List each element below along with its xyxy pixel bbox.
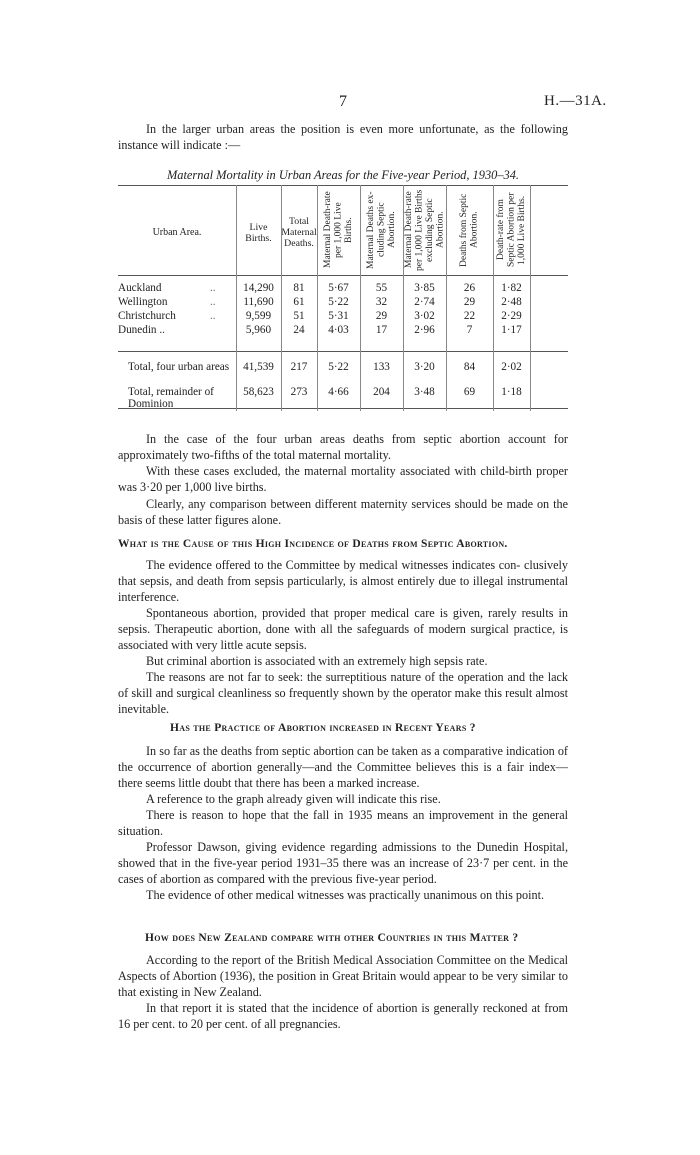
section3-paragraph-2: A reference to the graph already given will indicate this rise. [146,792,441,806]
total-cell-total: 273 [290,386,308,398]
section2-paragraph-2: Spontaneous abortion, provided that proper medical care is given, rarely results in sepsis. Therapeutic abortion, done with all the safeguards of modern surgical practice, is associated with very little acute sepsis. [118,606,568,653]
table-row [118,324,568,337]
section3-paragraph-1: In so far as the deaths from septic abortion can be taken as a comparative indication of the occurrence of abortion generally—and the Committee believes this is a fair index—there seems little doubt that there has been a marked increase. [118,744,568,791]
header-urban-area: Urban Area. [152,227,202,238]
section3-paragraph-4: Professor Dawson, giving evidence regarding admissions to the Dunedin Hospital, showed that in the five-year period 1931–35 there was an increase of 23·7 per cent. in the cases of abortion as compared with the previous five-year period. [118,840,568,887]
section3-heading: Has the Practice of Abortion increased in Recent Years ? [170,722,476,734]
header-septic-deaths: Deaths from Septic Abortion. [459,193,480,267]
cell-live: 14,290 [243,282,274,294]
cell-total: 51 [293,310,305,322]
cell-rate-excl: 2·74 [414,296,435,308]
total-cell-rate: 4·66 [328,386,349,398]
total-cell-septic: 69 [463,386,476,398]
cell-excl: 29 [375,310,388,322]
header-total-maternal-deaths: Total Maternal Deaths. [281,216,317,249]
cell-live: 9,599 [245,310,272,322]
cell-septic-rate: 1·82 [501,282,522,294]
header-rate-excluding-septic: Maternal Death-rate per 1,000 Live Births excluding Septic Abortion. [403,189,445,271]
total-cell-rate: 5·22 [328,361,349,373]
section2-paragraph-3: But criminal abortion is associated with an extremely high sepsis rate. [146,654,488,668]
table-caption: Maternal Mortality in Urban Areas for the Five-year Period, 1930–34. [166,168,520,182]
cell-rate: 4·03 [328,324,349,336]
cell-rate-excl: 3·85 [414,282,435,294]
cell-excl: 55 [375,282,388,294]
header-deaths-excluding-septic: Maternal Deaths ex- cluding Septic Abortion. [365,191,397,269]
maternal-mortality-table [118,185,568,411]
cell-septic-rate: 2·29 [501,310,522,322]
total-row-label: Total, remainder of Dominion [128,386,214,410]
total-cell-live: 41,539 [243,361,274,373]
cell-septic-rate: 1·17 [501,324,522,336]
total-cell-septic-rate: 2·02 [501,361,522,373]
table-row [118,296,568,309]
table-row [118,282,568,295]
cell-rate: 5·22 [328,296,349,308]
cell-septic-rate: 2·48 [501,296,522,308]
section1-paragraph-1: In the case of the four urban areas deaths from septic abortion account for approximately two-fifths of the total maternal mortality. [118,432,568,463]
section3-paragraph-5: The evidence of other medical witnesses was practically unanimous on this point. [146,888,545,902]
total-cell-rate-excl: 3·48 [414,386,435,398]
row-area-name: Wellington [118,296,168,308]
cell-rate: 5·31 [328,310,349,322]
header-live-births: Live Births. [245,222,272,244]
cell-septic: 29 [463,296,476,308]
total-cell-total: 217 [290,361,308,373]
section4-paragraph-2: In that report it is stated that the incidence of abortion is generally reckoned at from 16 per cent. to 20 per cent. of all pregnancies. [118,1001,568,1032]
cell-septic: 22 [463,310,476,322]
cell-septic: 26 [463,282,476,294]
row-leader-dots: .. [210,282,216,294]
section4-paragraph-1: According to the report of the British Medical Association Committee on the Medical Aspects of Abortion (1936), the position in Great Britain would appear to be very similar to that existing in New Zealand. [118,953,568,1000]
section3-paragraph-3: There is reason to hope that the fall in 1935 means an improvement in the general situation. [118,808,568,839]
cell-live: 5,960 [245,324,272,336]
cell-rate-excl: 2·96 [414,324,435,336]
section2-heading: What is the Cause of this High Incidence of Deaths from Septic Abortion. [118,538,508,550]
header-death-rate: Maternal Death-rate per 1,000 Live Births. [322,191,354,269]
total-cell-rate-excl: 3·20 [414,361,435,373]
row-leader-dots: .. [210,310,216,322]
cell-total: 24 [293,324,305,336]
row-leader-dots: .. [210,296,216,308]
intro-paragraph: In the larger urban areas the position is even more unfortunate, as the following instance will indicate :— [118,122,568,153]
cell-excl: 32 [375,296,388,308]
table-row [118,310,568,323]
table-top-rule [118,185,568,186]
total-cell-excl: 204 [373,386,390,398]
cell-septic: 7 [466,324,473,336]
total-row-label: Total, four urban areas [128,361,230,373]
page-reference: H.—31A. [544,93,607,109]
cell-rate-excl: 3·02 [414,310,435,322]
total-cell-live: 58,623 [243,386,274,398]
header-septic-rate: Death-rate from Septic Abortion per 1,000 Live Births. [495,192,527,268]
cell-live: 11,690 [243,296,274,308]
table-rows-rule [118,351,568,352]
section1-paragraph-3: Clearly, any comparison between different maternity services should be made on the basis of these latter figures alone. [118,497,568,528]
row-area-name: Christchurch [118,310,176,322]
row-area-name: Auckland [118,282,162,294]
cell-rate: 5·67 [328,282,349,294]
page-number: 7 [339,93,347,110]
cell-total: 61 [293,296,305,308]
total-cell-septic-rate: 1·18 [501,386,522,398]
section1-paragraph-2: With these cases excluded, the maternal mortality associated with child-birth proper was 3·20 per 1,000 live births. [118,464,568,495]
table-header-rule [118,275,568,276]
section2-paragraph-4: The reasons are not far to seek: the surreptitious nature of the operation and the lack of skill and surgical cleanliness so frequently shown by the operator make this result almost inevitable. [118,670,568,717]
cell-excl: 17 [375,324,388,336]
section4-heading: How does New Zealand compare with other Countries in this Matter ? [145,932,519,944]
row-area-name: Dunedin .. [118,324,165,336]
total-cell-excl: 133 [373,361,390,373]
cell-total: 81 [293,282,305,294]
total-cell-septic: 84 [463,361,476,373]
section2-paragraph-1: The evidence offered to the Committee by medical witnesses indicates con- clusively that sepsis, and death from sepsis particularly, is almost entirely due to illegal instrumental interference. [118,558,568,605]
